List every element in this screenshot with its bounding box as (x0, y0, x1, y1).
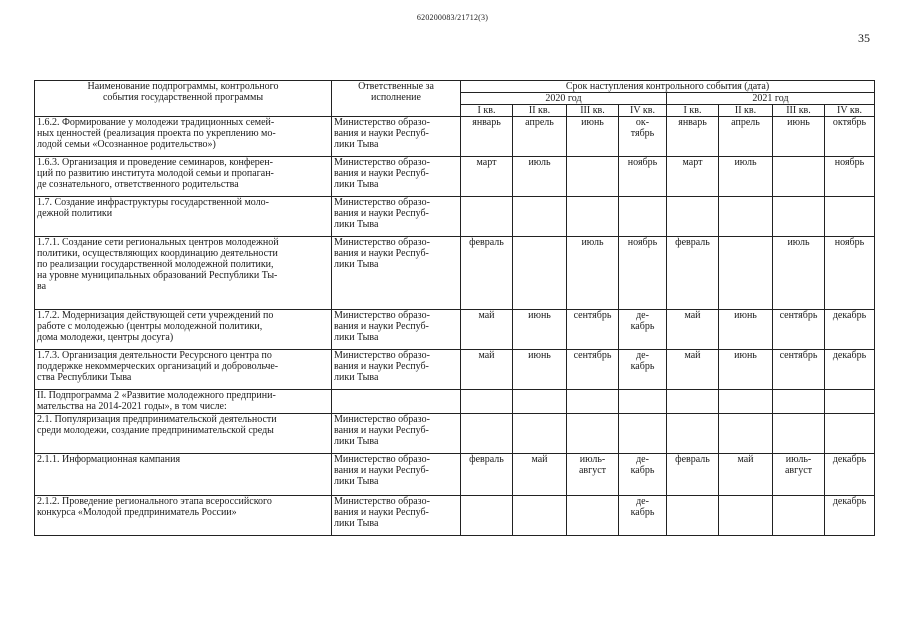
deadline-cell: декабрь (825, 310, 875, 350)
deadline-cell (567, 414, 619, 454)
event-name-cell: II. Подпрограмма 2 «Развитие молодежного предприни- мательства на 2014-2021 годы», в том числе: (35, 390, 332, 414)
event-name-cell: 1.7. Создание инфраструктуры государственной моло- дежной политики (35, 197, 332, 237)
deadline-cell: июнь (719, 310, 773, 350)
deadline-cell: сентябрь (567, 310, 619, 350)
deadline-cell (461, 496, 513, 536)
deadline-cell (619, 414, 667, 454)
event-name-cell: 1.7.3. Организация деятельности Ресурсного центра по поддержке некоммерческих организаций и добровольче- ства Республики Тыва (35, 350, 332, 390)
deadline-cell (461, 197, 513, 237)
responsible-cell: Министерство образо- вания и науки Респуб- лики Тыва (332, 310, 461, 350)
deadline-cell: март (461, 157, 513, 197)
deadline-cell (773, 414, 825, 454)
deadline-cell: январь (667, 117, 719, 157)
deadline-cell: июнь (513, 310, 567, 350)
deadline-cell: май (719, 454, 773, 496)
deadline-cell (567, 390, 619, 414)
deadline-cell: сентябрь (773, 310, 825, 350)
deadline-cell: июнь (513, 350, 567, 390)
responsible-cell: Министерство образо- вания и науки Респуб- лики Тыва (332, 454, 461, 496)
deadline-cell (619, 197, 667, 237)
table-row (35, 454, 875, 496)
deadline-cell: июль- август (567, 454, 619, 496)
header-quarter: IV кв. (619, 105, 667, 117)
deadline-cell: сентябрь (773, 350, 825, 390)
deadline-cell: июнь (567, 117, 619, 157)
table-row (35, 157, 875, 197)
responsible-cell: Министерство образо- вания и науки Респуб- лики Тыва (332, 496, 461, 536)
table-row (35, 496, 875, 536)
table-row (35, 310, 875, 350)
deadline-cell (773, 157, 825, 197)
document-id: 620200083/21712(3) (416, 13, 489, 22)
table-row (35, 197, 875, 237)
deadline-cell (567, 157, 619, 197)
deadline-cell (667, 390, 719, 414)
deadline-cell: ноябрь (825, 237, 875, 310)
deadline-cell: декабрь (825, 454, 875, 496)
deadline-cell: май (461, 350, 513, 390)
deadline-cell: май (667, 350, 719, 390)
deadline-cell: июль- август (773, 454, 825, 496)
header-program-name: Наименование подпрограммы, контрольного события государственной программы (35, 81, 332, 117)
deadline-cell (825, 414, 875, 454)
table-row (35, 117, 875, 157)
deadline-cell: ноябрь (619, 157, 667, 197)
deadline-cell: февраль (667, 454, 719, 496)
deadline-cell: июнь (719, 350, 773, 390)
header-deadline: Срок наступления контрольного события (дата) (461, 81, 875, 93)
deadline-cell (567, 197, 619, 237)
deadline-cell (773, 496, 825, 536)
deadline-cell (825, 390, 875, 414)
deadline-cell (773, 390, 825, 414)
deadline-cell: июль (513, 157, 567, 197)
deadline-cell: апрель (719, 117, 773, 157)
deadline-cell (719, 197, 773, 237)
deadline-cell: де- кабрь (619, 496, 667, 536)
event-name-cell: 2.1.2. Проведение регионального этапа всероссийского конкурса «Молодой предприниматель России» (35, 496, 332, 536)
event-name-cell: 1.7.1. Создание сети региональных центров молодежной политики, осуществляющих координацию деятельности по реализации государственной молодежной политики, на уровне муниципальных образований Республики Ты- ва (35, 237, 332, 310)
deadline-cell (825, 197, 875, 237)
deadline-cell: май (461, 310, 513, 350)
header-quarter: II кв. (719, 105, 773, 117)
table-row (35, 414, 875, 454)
header-quarter: III кв. (773, 105, 825, 117)
deadline-cell (513, 414, 567, 454)
deadline-cell (619, 390, 667, 414)
deadline-cell: декабрь (825, 350, 875, 390)
deadline-cell: ок- тябрь (619, 117, 667, 157)
deadline-cell: июль (719, 157, 773, 197)
table-row (35, 390, 875, 414)
table-header (35, 81, 875, 117)
header-quarter: I кв. (667, 105, 719, 117)
deadline-cell (513, 390, 567, 414)
table-row (35, 237, 875, 310)
header-year-2021: 2021 год (667, 93, 875, 105)
deadline-cell: январь (461, 117, 513, 157)
event-name-cell: 2.1.1. Информационная кампания (35, 454, 332, 496)
table-row (35, 350, 875, 390)
deadline-cell: март (667, 157, 719, 197)
deadline-cell (667, 496, 719, 536)
event-name-cell: 1.6.3. Организация и проведение семинаров, конферен- ций по развитию института молодой семьи и пропаган- де сознательного, ответственного родительства (35, 157, 332, 197)
deadline-cell: июнь (773, 117, 825, 157)
responsible-cell: Министерство образо- вания и науки Респуб- лики Тыва (332, 414, 461, 454)
deadline-cell (719, 237, 773, 310)
responsible-cell: Министерство образо- вания и науки Респуб- лики Тыва (332, 197, 461, 237)
header-quarter: III кв. (567, 105, 619, 117)
deadline-cell (513, 197, 567, 237)
event-name-cell: 2.1. Популяризация предпринимательской деятельности среди молодежи, создание предпринимательской среды (35, 414, 332, 454)
responsible-cell: Министерство образо- вания и науки Респуб- лики Тыва (332, 157, 461, 197)
deadline-cell: июль (773, 237, 825, 310)
deadline-cell: май (513, 454, 567, 496)
table-body (35, 117, 875, 536)
responsible-cell: Министерство образо- вания и науки Респуб- лики Тыва (332, 237, 461, 310)
header-year-2020: 2020 год (461, 93, 667, 105)
header-quarter: II кв. (513, 105, 567, 117)
deadline-cell (513, 496, 567, 536)
deadline-cell: декабрь (825, 496, 875, 536)
deadline-cell: июль (567, 237, 619, 310)
deadline-cell (513, 237, 567, 310)
event-name-cell: 1.7.2. Модернизация действующей сети учреждений по работе с молодежью (центры молодежной политики, дома молодежи, центры досуга) (35, 310, 332, 350)
deadline-cell (773, 197, 825, 237)
deadline-cell (667, 197, 719, 237)
deadline-cell (667, 414, 719, 454)
responsible-cell: Министерство образо- вания и науки Респуб- лики Тыва (332, 350, 461, 390)
deadline-cell: де- кабрь (619, 350, 667, 390)
control-events-table (34, 80, 875, 536)
deadline-cell: октябрь (825, 117, 875, 157)
page-number: 35 (858, 31, 870, 45)
deadline-cell (719, 414, 773, 454)
deadline-cell (567, 496, 619, 536)
deadline-cell: февраль (461, 454, 513, 496)
deadline-cell: май (667, 310, 719, 350)
deadline-cell: ноябрь (619, 237, 667, 310)
deadline-cell: февраль (461, 237, 513, 310)
deadline-cell (719, 390, 773, 414)
header-quarter: IV кв. (825, 105, 875, 117)
deadline-cell: де- кабрь (619, 454, 667, 496)
deadline-cell: апрель (513, 117, 567, 157)
event-name-cell: 1.6.2. Формирование у молодежи традиционных семей- ных ценностей (реализация проекта по укреплению мо- лодой семьи «Осознанное родительство») (35, 117, 332, 157)
deadline-cell: февраль (667, 237, 719, 310)
header-responsible: Ответственные за исполнение (332, 81, 461, 117)
responsible-cell (332, 390, 461, 414)
responsible-cell: Министерство образо- вания и науки Респуб- лики Тыва (332, 117, 461, 157)
deadline-cell (719, 496, 773, 536)
deadline-cell: де- кабрь (619, 310, 667, 350)
deadline-cell (461, 390, 513, 414)
deadline-cell (461, 414, 513, 454)
deadline-cell: сентябрь (567, 350, 619, 390)
header-quarter: I кв. (461, 105, 513, 117)
deadline-cell: ноябрь (825, 157, 875, 197)
